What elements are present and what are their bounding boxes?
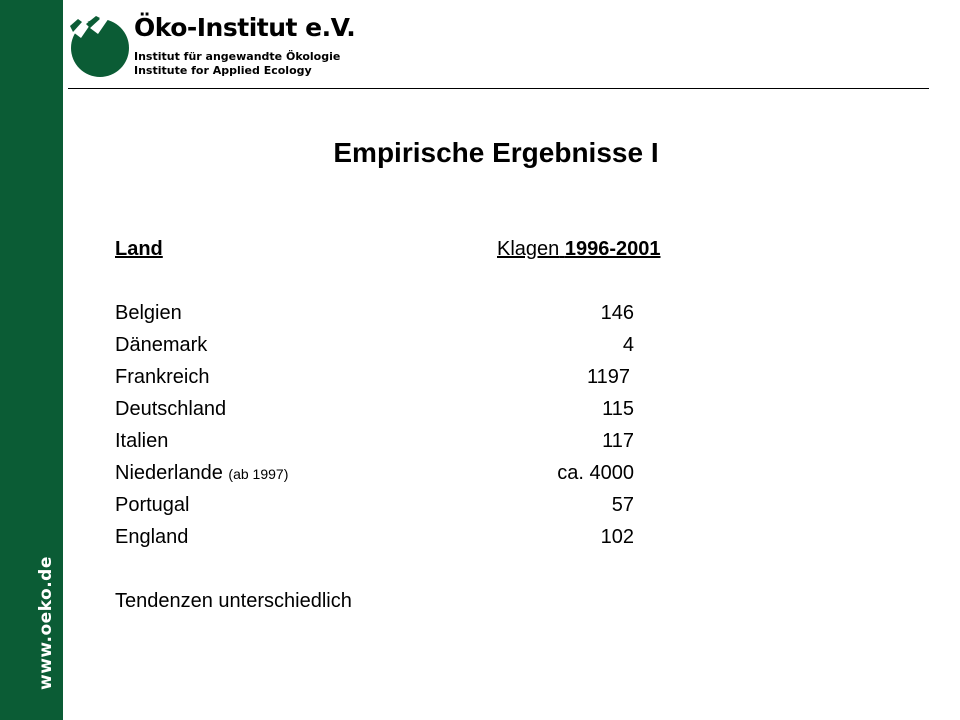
row-country: Portugal xyxy=(115,494,190,516)
row-value: 117 xyxy=(602,430,634,452)
row-country: England xyxy=(115,526,189,548)
slide-title: Empirische Ergebnisse I xyxy=(333,137,659,168)
row-value: ca. 4000 xyxy=(557,462,634,484)
logo-subtitle-de: Institut für angewandte Ökologie xyxy=(134,50,341,63)
row-country: Niederlande xyxy=(115,462,223,484)
row-country: Frankreich xyxy=(115,366,210,388)
row-value: 4 xyxy=(622,334,634,356)
website-url[interactable]: www.oeko.de xyxy=(36,556,56,690)
row-note: (ab 1997) xyxy=(228,466,289,482)
header-years: 1996-2001 xyxy=(564,238,661,260)
row-value: 57 xyxy=(611,494,634,516)
footer-note: Tendenzen unterschiedlich xyxy=(115,590,352,612)
logo-title: Öko-Institut e.V. xyxy=(134,13,356,42)
header-divider xyxy=(68,88,929,89)
row-country: Belgien xyxy=(115,302,182,324)
oeko-logo-icon xyxy=(70,16,130,83)
row-value: 1197 xyxy=(586,366,630,388)
column-header-claims xyxy=(497,238,661,261)
row-value: 146 xyxy=(600,302,634,324)
row-value: 102 xyxy=(600,526,634,548)
row-value: 115 xyxy=(602,398,634,420)
row-country: Italien xyxy=(115,430,169,452)
logo-subtitle-en: Institute for Applied Ecology xyxy=(134,64,312,77)
column-header-country: Land xyxy=(115,238,163,260)
sidebar-bar xyxy=(0,0,63,720)
row-country: Deutschland xyxy=(115,398,227,420)
header-claims-label: Klagen xyxy=(497,238,560,260)
row-country-with-note xyxy=(115,462,288,485)
row-country: Dänemark xyxy=(115,334,208,356)
